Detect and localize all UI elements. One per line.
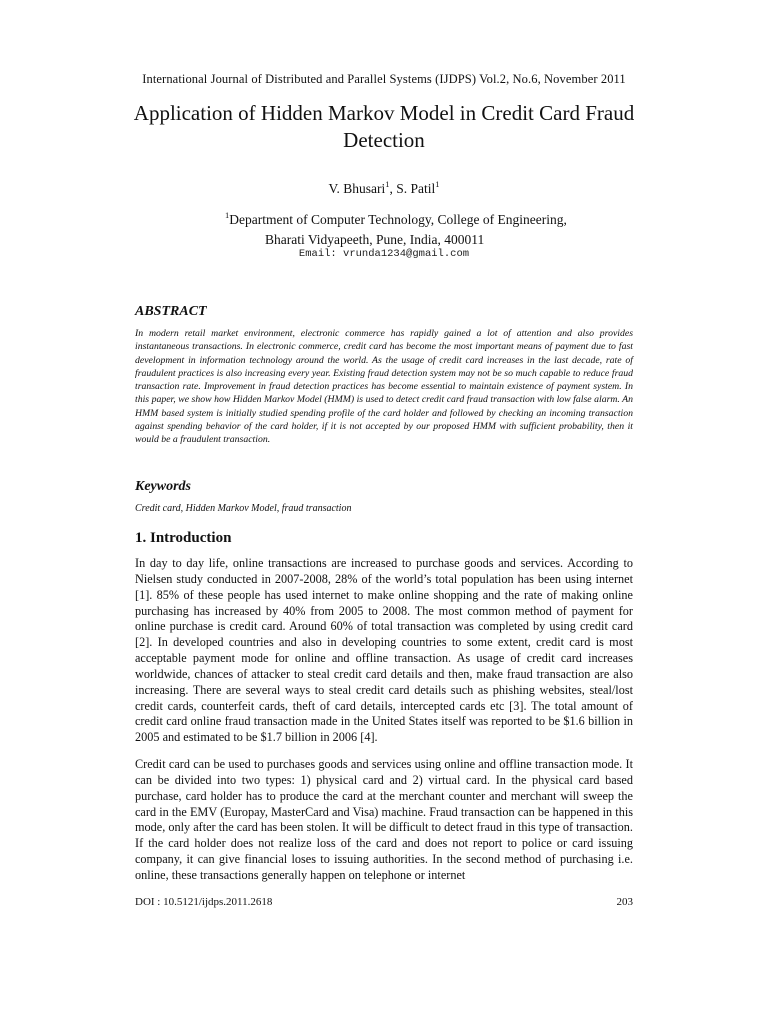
keywords-heading: Keywords	[135, 479, 191, 494]
affiliation-line	[225, 212, 567, 228]
keywords-text: Credit card, Hidden Markov Model, fraud transaction	[135, 503, 352, 514]
abstract-heading: ABSTRACT	[135, 304, 207, 319]
author-list	[0, 181, 768, 197]
affiliation-text: Department of Computer Technology, College of Engineering,	[229, 212, 567, 227]
affiliation-line: Bharati Vidyapeeth, Pune, India, 400011	[265, 232, 485, 247]
author-name: V. Bhusari	[328, 181, 386, 196]
author-separator: ,	[389, 181, 397, 196]
body-paragraph: Credit card can be used to purchases goods and services using online and offline transaction mode. It can be divided into two types: 1) physical card and 2) virtual card. In the physical card based purchase, card holder has to produce the card at the merchant counter and merchant will sweep the card in the EMV (Europay, MasterCard and Visa) machine. Fraud transaction can be happened in this mode, only after the card has been stolen. It will be difficult to detect fraud in this type of transaction. If the card holder does not realize loss of the card and does not report to police or card issuing company, it can give financial loses to issuing authorities. In the second method of purchasing i.e. online, these transactions generally happen on telephone or internet	[135, 757, 633, 882]
page-number: 203	[616, 896, 633, 908]
body-paragraph: In day to day life, online transactions are increased to purchase goods and services. According to Nielsen study conducted in 2007-2008, 28% of the world’s total population has been using internet [1]. 85% of these people has used internet to make online shopping and the rate of making online purchasing has increased by 40% from 2005 to 2008. The most common method of payment for online purchase is credit card. Around 60% of total transaction was completed by using credit card [2]. In developed countries and also in developing countries to some extent, credit card is most acceptable payment mode for online and offline transaction. As usage of credit card increases worldwide, chances of attacker to steal credit card details and then, make fraud transaction are also increasing. There are several ways to steal credit card details such as phishing websites, steal/lost credit cards, counterfeit cards, theft of card details, intercepted cards etc [3]. The total amount of credit card online fraud transaction made in the United States itself was reported to be $1.6 billion in 2005 and estimated to be $1.7 billion in 2006 [4].	[135, 556, 633, 745]
section-heading-introduction: 1. Introduction	[135, 530, 232, 546]
author-affiliation-mark: 1	[435, 179, 440, 189]
paper-title: Application of Hidden Markov Model in Credit Card Fraud Detection	[133, 101, 635, 152]
footer-doi: DOI : 10.5121/ijdps.2011.2618	[135, 896, 273, 908]
author-name: S. Patil	[396, 181, 436, 196]
abstract-text: In modern retail market environment, electronic commerce has rapidly gained a lot of attention and also provides instantaneous transactions. In electronic commerce, credit card has become the most important means of payment due to fast development in information technology around the world. As the usage of credit card increases in the last decade, rate of fraudulent practices is also increasing every year. Existing fraud detection system may not be so much capable to reduce fraud transaction rate. Improvement in fraud detection practices has become essential to maintain existence of payment system. In this paper, we show how Hidden Markov Model (HMM) is used to detect credit card fraud transaction with low false alarm. An HMM based system is initially studied spending profile of the card holder and followed by checking an incoming transaction against spending behavior of the card holder, if it is not accepted by our proposed HMM with sufficient probability, then it would be a fraudulent transaction.	[135, 328, 633, 446]
author-affiliation-mark: 1	[385, 179, 390, 189]
author-email: Email: vrunda1234@gmail.com	[298, 248, 470, 260]
journal-header: International Journal of Distributed and Parallel Systems (IJDPS) Vol.2, No.6, November 2011	[142, 72, 626, 86]
affiliation-mark: 1	[225, 210, 230, 220]
